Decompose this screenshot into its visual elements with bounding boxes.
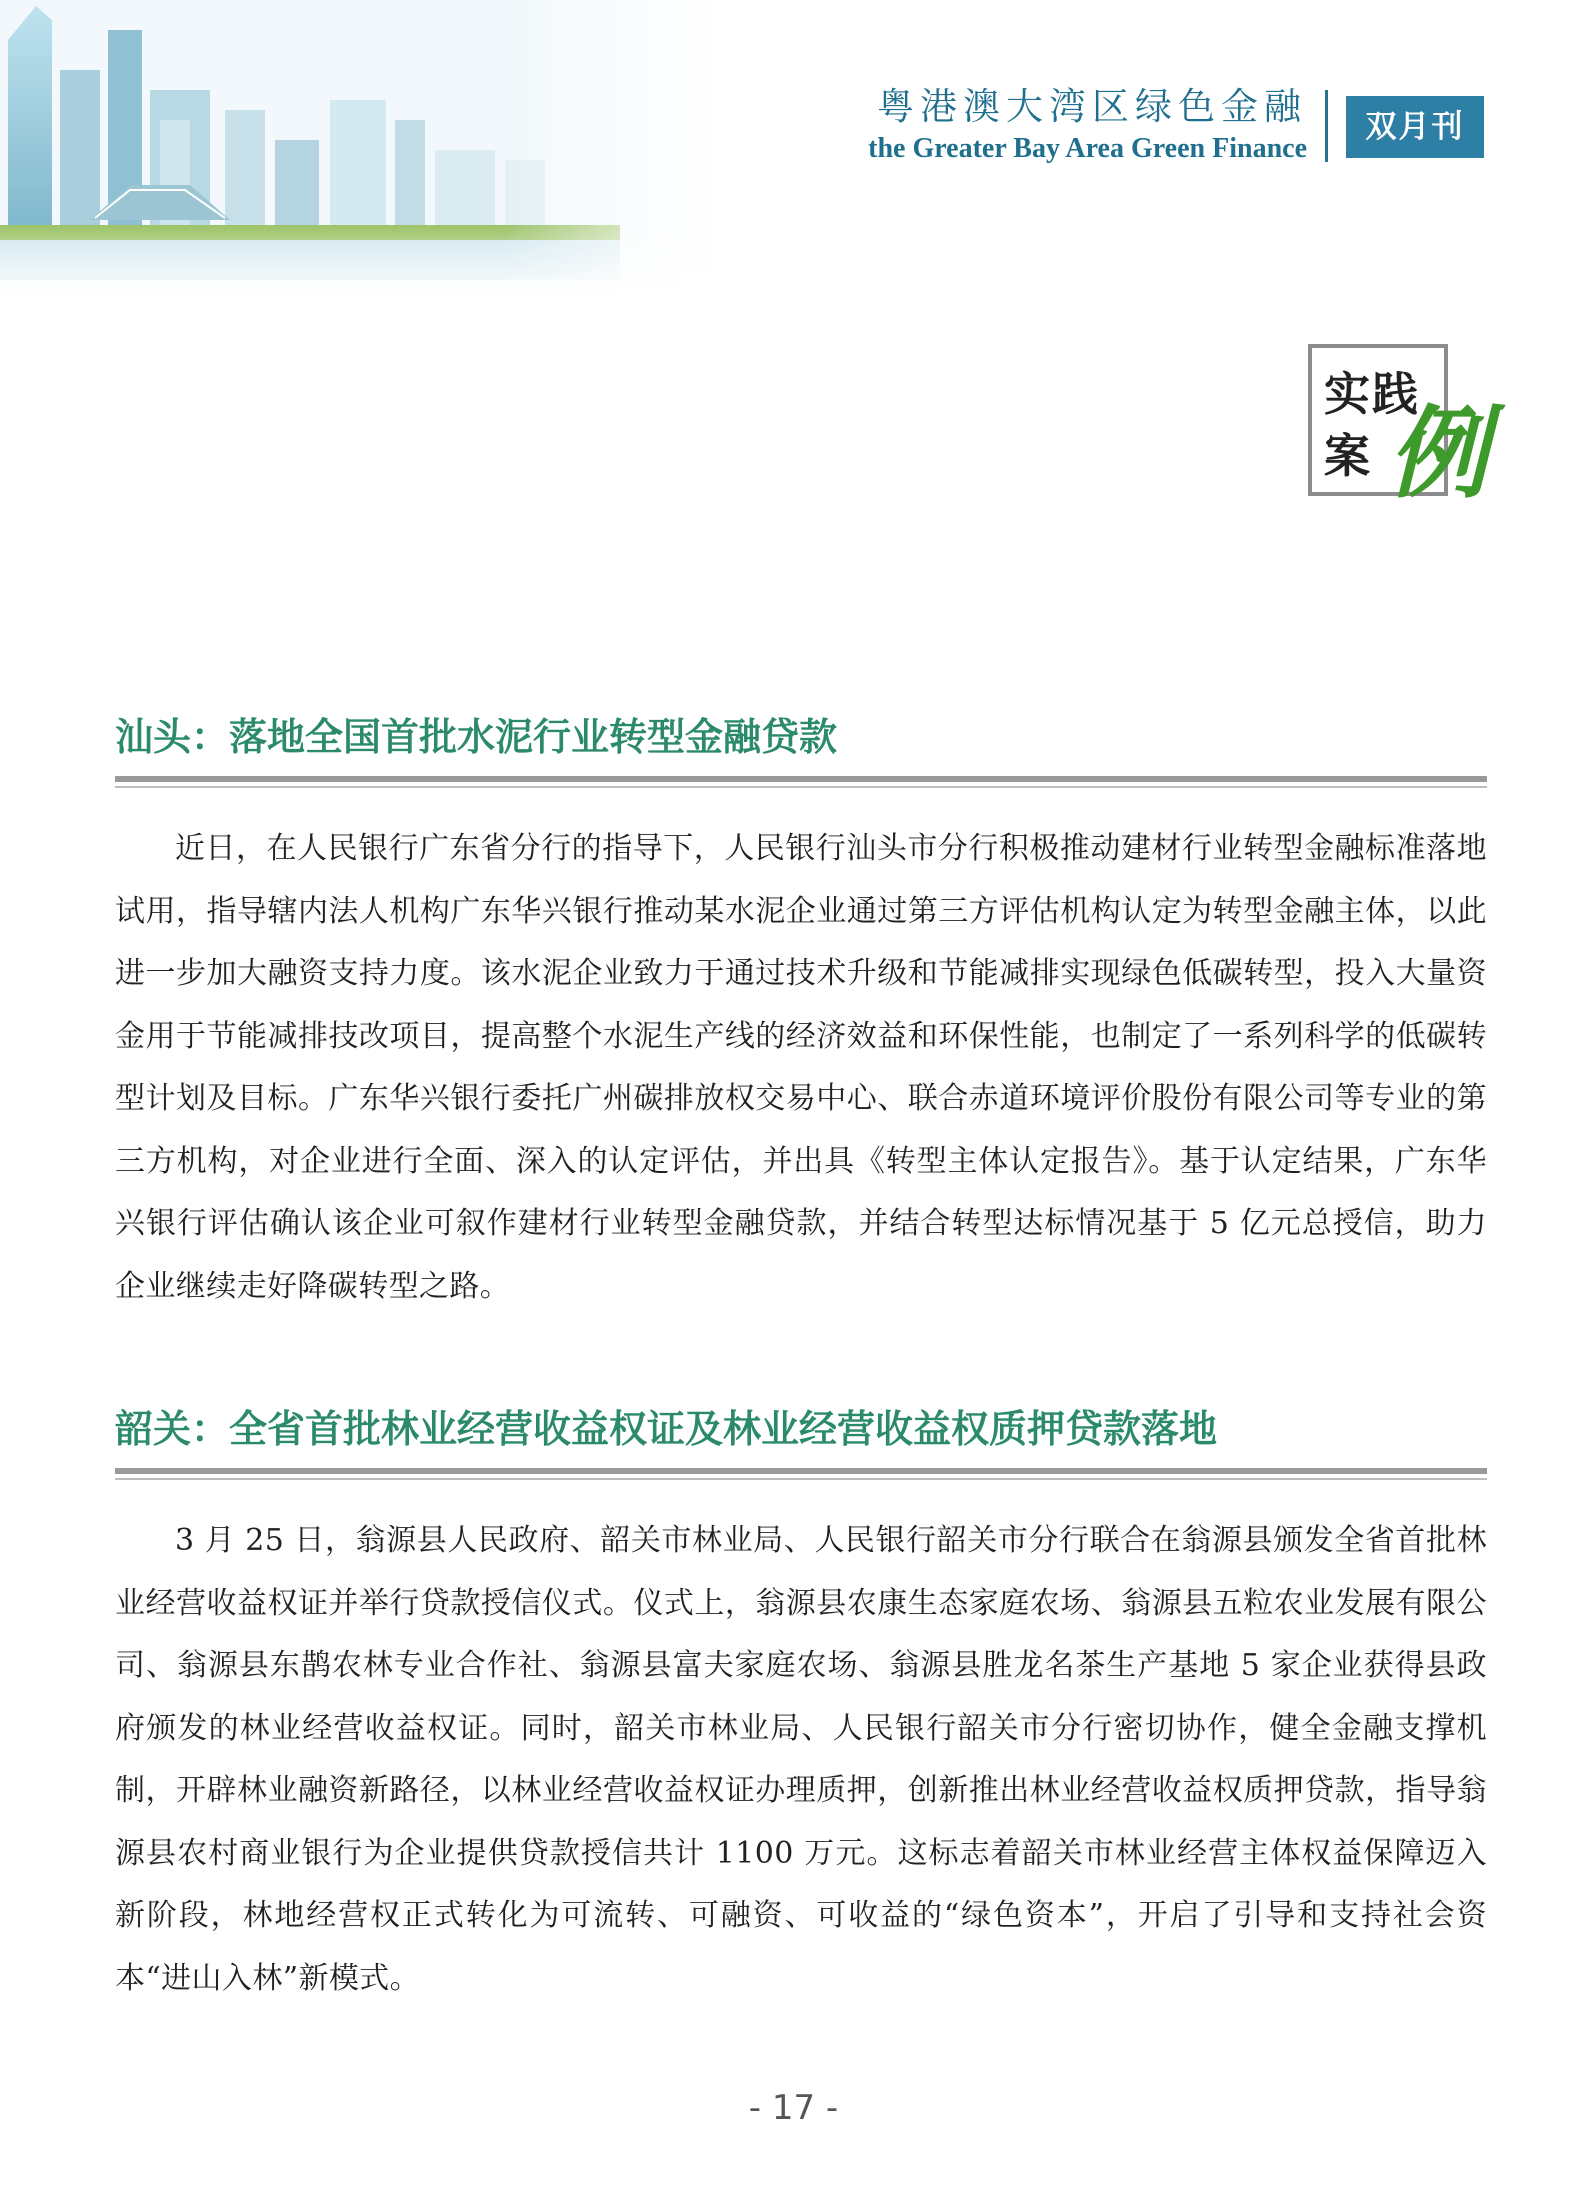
section-stamp [1308, 344, 1488, 520]
article-shantou [115, 712, 1487, 1318]
article-title: 韶关：全省首批林业经营收益权证及林业经营收益权质押贷款落地 [115, 1407, 1218, 1451]
title-rule-thick [115, 776, 1487, 782]
city-skyline-banner [0, 0, 720, 300]
masthead-divider [1325, 90, 1328, 162]
article-shaoguan [115, 1404, 1487, 2010]
masthead [868, 84, 1307, 166]
masthead-title-cn: 粤港澳大湾区绿色金融 [877, 85, 1307, 128]
article-body: 3 月 25 日，翁源县人民政府、韶关市林业局、人民银行韶关市分行联合在翁源县颁发全省首批林业经营收益权证并举行贷款授信仪式。仪式上，翁源县农康生态家庭农场、翁源县五粒农业发展有限公司、翁源县东鹊农林专业合作社、翁源县富夫家庭农场、翁源县胜龙名茶生产基地 5 家企业获得县政府颁发的林业经营收益权证。同时，韶关市林业局、人民银行韶关市分行密切协作，健全金融支撑机制，开辟林业融资新路径，以林业经营收益权证办理质押，创新推出林业经营收益权质押贷款，指导翁源县农村商业银行为企业提供贷款授信共计 1100 万元。这标志着韶关市林业经营主体权益保障迈入新阶段，林地经营权正式转化为可流转、可融资、可收益的“绿色资本”，开启了引导和支持社会资本“进山入林”新模式。 [115, 1523, 1487, 1996]
masthead-title-en: the Greater Bay Area Green Finance [868, 133, 1307, 164]
article-title: 汕头：落地全国首批水泥行业转型金融贷款 [115, 715, 838, 759]
title-rule-thin [115, 1478, 1487, 1480]
stamp-label-line2: 案 [1324, 429, 1370, 483]
title-rule-thick [115, 1468, 1487, 1474]
article-body: 近日，在人民银行广东省分行的指导下，人民银行汕头市分行积极推动建材行业转型金融标准落地试用，指导辖内法人机构广东华兴银行推动某水泥企业通过第三方评估机构认定为转型金融主体，以此进一步加大融资支持力度。该水泥企业致力于通过技术升级和节能减排实现绿色低碳转型，投入大量资金用于节能减排技改项目，提高整个水泥生产线的经济效益和环保性能，也制定了一系列科学的低碳转型计划及目标。广东华兴银行委托广州碳排放权交易中心、联合赤道环境评价股份有限公司等专业的第三方机构，对企业进行全面、深入的认定评估，并出具《转型主体认定报告》。基于认定结果，广东华兴银行评估确认该企业可叙作建材行业转型金融贷款，并结合转型达标情况基于 5 亿元总授信，助力企业继续走好降碳转型之路。 [115, 831, 1487, 1304]
page-number: - 17 - [748, 2088, 839, 2128]
stamp-label-line1: 实践 [1324, 367, 1420, 421]
stamp-calligraphy-glyph: 例 [1388, 395, 1488, 512]
issue-badge: 双月刊 [1346, 96, 1484, 158]
title-rule-thin [115, 786, 1487, 788]
